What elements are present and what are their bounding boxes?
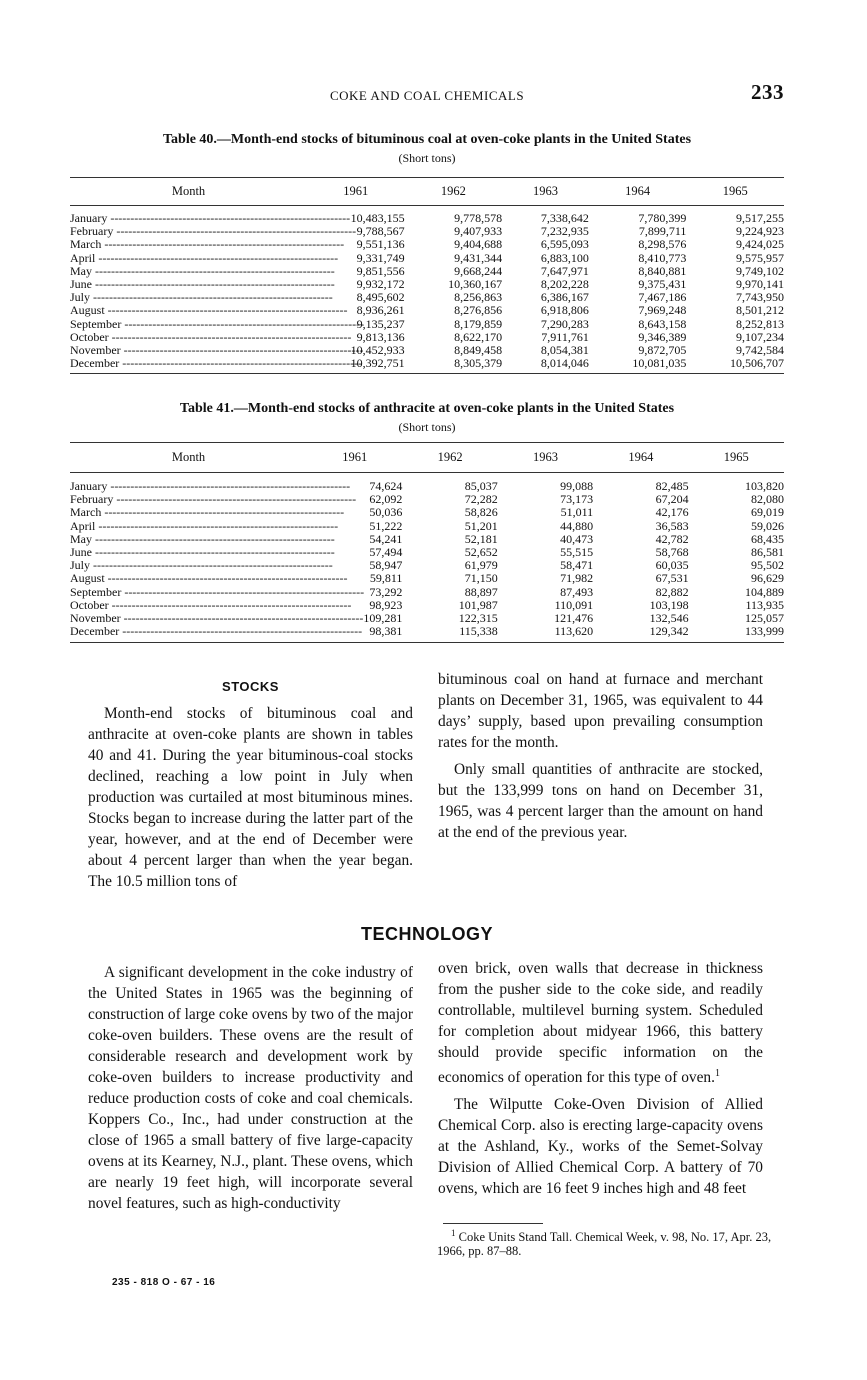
value-cell: 8,179,859 <box>454 316 503 331</box>
value-cell: 9,668,244 <box>454 263 503 278</box>
month-cell: January ------------------------------------------------------------ <box>70 479 351 493</box>
table-row <box>70 506 784 519</box>
table-row <box>70 304 784 317</box>
value-cell: 9,575,957 <box>736 250 784 265</box>
stocks-right-column <box>438 669 763 843</box>
value-cell: 10,081,035 <box>632 356 687 371</box>
value-cell: 67,204 <box>655 492 689 507</box>
value-cell: 8,202,228 <box>540 277 589 292</box>
page-number: 233 <box>751 80 784 104</box>
table-row <box>70 238 784 251</box>
table-row <box>70 357 784 374</box>
value-cell: 95,502 <box>751 558 784 573</box>
value-cell: 9,778,578 <box>454 211 503 225</box>
month-cell: July ------------------------------------------------------------ <box>70 558 333 573</box>
value-cell: 98,923 <box>369 597 403 612</box>
table-40-title: Table 40.—Month-end stocks of bituminous coal at oven-coke plants in the United States <box>162 132 692 147</box>
value-cell: 7,338,642 <box>540 211 589 225</box>
value-cell: 109,281 <box>363 611 403 626</box>
stocks-left-column <box>88 674 413 892</box>
value-cell: 113,620 <box>554 624 594 639</box>
value-cell: 9,431,344 <box>454 250 503 265</box>
value-cell: 8,256,863 <box>454 290 503 305</box>
column-header: 1964 <box>589 178 687 206</box>
column-header: 1962 <box>402 443 497 473</box>
value-cell: 82,080 <box>751 492 784 507</box>
value-cell: 10,452,933 <box>350 343 405 358</box>
value-cell: 10,392,751 <box>350 356 405 371</box>
table-row <box>70 206 784 226</box>
table-40-grid <box>70 177 784 374</box>
value-cell: 98,381 <box>369 624 403 639</box>
month-cell: November ------------------------------------------------------------ <box>70 611 364 626</box>
value-cell: 71,150 <box>464 571 498 586</box>
value-cell: 82,485 <box>655 479 689 493</box>
value-cell: 9,970,141 <box>736 277 784 292</box>
value-cell: 9,424,025 <box>736 237 784 252</box>
value-cell: 9,872,705 <box>638 343 687 358</box>
column-header: 1965 <box>689 443 784 473</box>
value-cell: 58,947 <box>369 558 403 573</box>
value-cell: 58,471 <box>560 558 594 573</box>
value-cell: 9,407,933 <box>454 224 503 239</box>
month-cell: July ------------------------------------------------------------ <box>70 290 333 305</box>
value-cell: 40,473 <box>560 531 594 546</box>
technology-paragraph-2: The Wilputte Coke-Oven Division of Allied Chemical Corp. also is erecting large-capacity ovens at the Ashland, Ky., works of the Semet-Solvay Division of Allied Chemical Corp. A battery of 70 ovens, which are 16 feet 9 inches high and 48 feet <box>438 1096 763 1198</box>
month-cell: December ------------------------------------------------------------ <box>70 356 363 371</box>
value-cell: 129,342 <box>649 624 689 639</box>
value-cell: 72,282 <box>464 492 498 507</box>
value-cell: 115,338 <box>459 624 498 639</box>
column-header: 1961 <box>307 443 402 473</box>
value-cell: 73,173 <box>560 492 594 507</box>
value-cell: 51,222 <box>369 518 403 533</box>
value-cell: 36,583 <box>655 518 689 533</box>
value-cell: 82,882 <box>655 584 689 599</box>
value-cell: 9,851,556 <box>356 263 405 278</box>
value-cell: 8,622,170 <box>454 329 503 344</box>
value-cell: 9,742,584 <box>736 343 784 358</box>
stocks-paragraph-1-continued: bituminous coal on hand at furnace and merchant plants on December 31, 1965, was equivalent to 44 days’ supply, based upon prevailing consumption rates for the month. <box>438 671 763 751</box>
value-cell: 73,292 <box>369 584 403 599</box>
month-cell: March ------------------------------------------------------------ <box>70 505 345 520</box>
value-cell: 6,918,806 <box>540 303 589 318</box>
footnote-mark: 1 <box>451 1228 456 1238</box>
table-row <box>70 625 784 643</box>
value-cell: 8,252,813 <box>736 316 784 331</box>
stocks-paragraph-1: Month-end stocks of bituminous coal and anthracite at oven-coke plants are shown in tables 40 and 41. During the year bituminous-coal stocks declined, reaching a low point in July when production was curtailed at most bituminous mines. Stocks began to increase during the latter part of the year, however, and at the end of December were about 4 percent larger than when the year began. The 10.5 million tons of <box>88 705 413 890</box>
column-header: 1962 <box>405 178 503 206</box>
table-40-unit: (Short tons) <box>398 151 456 165</box>
value-cell: 86,581 <box>751 545 784 560</box>
value-cell: 59,811 <box>369 571 403 586</box>
value-cell: 96,629 <box>751 571 784 586</box>
value-cell: 8,014,046 <box>540 356 589 371</box>
value-cell: 8,495,602 <box>356 290 405 305</box>
value-cell: 10,483,155 <box>350 211 405 225</box>
column-header: 1964 <box>593 443 688 473</box>
value-cell: 8,840,881 <box>638 263 687 278</box>
table-row <box>70 586 784 599</box>
value-cell: 8,054,381 <box>540 343 589 358</box>
value-cell: 59,026 <box>751 518 784 533</box>
value-cell: 9,517,255 <box>736 211 784 225</box>
value-cell: 121,476 <box>554 611 594 626</box>
month-cell: September ------------------------------------------------------------ <box>70 316 365 331</box>
table-41 <box>70 401 784 643</box>
table-40-header-row <box>70 178 784 206</box>
month-cell: February ------------------------------------------------------------ <box>70 492 357 507</box>
value-cell: 133,999 <box>745 624 784 639</box>
value-cell: 7,911,761 <box>541 329 589 344</box>
table-row <box>70 572 784 585</box>
month-cell: May ------------------------------------------------------------ <box>70 263 335 278</box>
value-cell: 9,375,431 <box>638 277 687 292</box>
running-header <box>70 80 784 106</box>
table-row <box>70 252 784 265</box>
month-cell: October ------------------------------------------------------------ <box>70 597 352 612</box>
value-cell: 87,493 <box>560 584 594 599</box>
value-cell: 104,889 <box>745 584 784 599</box>
value-cell: 10,506,707 <box>730 356 784 371</box>
value-cell: 68,435 <box>751 531 784 546</box>
value-cell: 52,181 <box>464 531 498 546</box>
value-cell: 8,410,773 <box>638 250 687 265</box>
value-cell: 8,276,856 <box>454 303 503 318</box>
value-cell: 67,531 <box>655 571 689 586</box>
value-cell: 60,035 <box>655 558 689 573</box>
month-cell: April ------------------------------------------------------------ <box>70 518 339 533</box>
footnote <box>437 1226 787 1258</box>
column-header: Month <box>70 178 307 206</box>
value-cell: 99,088 <box>560 479 594 493</box>
value-cell: 51,011 <box>560 505 594 520</box>
value-cell: 103,198 <box>649 597 689 612</box>
value-cell: 88,897 <box>464 584 498 599</box>
month-cell: June ------------------------------------------------------------ <box>70 277 335 292</box>
month-cell: December ------------------------------------------------------------ <box>70 624 363 639</box>
value-cell: 50,036 <box>369 505 403 520</box>
column-header: 1963 <box>498 443 593 473</box>
running-title: COKE AND COAL CHEMICALS <box>329 88 525 103</box>
value-cell: 8,501,212 <box>736 303 784 318</box>
value-cell: 71,982 <box>560 571 594 586</box>
table-row <box>70 520 784 533</box>
value-cell: 74,624 <box>369 479 403 493</box>
value-cell: 7,647,971 <box>540 263 589 278</box>
technology-paragraph-1: A significant development in the coke industry of the United States in 1965 was the beginning of construction of large coke ovens by two of the major coke-oven builders. These ovens are the result of considerable research and development work by coke-oven builders to increase productivity and reduce production costs of coke and coal chemicals. Koppers Co., Inc., had under construction at the close of 1965 a small battery of five large-capacity ovens at its Kearney, N.J., plant. These ovens, which are nearly 19 feet high, will incorporate several novel features, such as high-conductivity <box>88 964 413 1212</box>
value-cell: 57,494 <box>369 545 403 560</box>
value-cell: 42,782 <box>655 531 689 546</box>
column-header: 1963 <box>502 178 589 206</box>
table-40 <box>70 132 784 374</box>
value-cell: 6,386,167 <box>540 290 589 305</box>
month-cell: October ------------------------------------------------------------ <box>70 329 352 344</box>
value-cell: 9,135,237 <box>356 316 405 331</box>
value-cell: 10,360,167 <box>448 277 503 292</box>
value-cell: 110,091 <box>554 597 594 612</box>
table-41-grid <box>70 442 784 643</box>
month-cell: February ------------------------------------------------------------ <box>70 224 357 239</box>
value-cell: 69,019 <box>751 505 784 520</box>
value-cell: 103,820 <box>745 479 784 493</box>
value-cell: 9,346,389 <box>638 329 687 344</box>
value-cell: 7,232,935 <box>540 224 589 239</box>
value-cell: 8,298,576 <box>638 237 687 252</box>
month-cell: August ------------------------------------------------------------ <box>70 571 348 586</box>
value-cell: 8,936,261 <box>356 303 405 318</box>
value-cell: 9,404,688 <box>454 237 503 252</box>
month-cell: June ------------------------------------------------------------ <box>70 545 335 560</box>
footnote-reference: 1 <box>714 1068 720 1079</box>
month-cell: May ------------------------------------------------------------ <box>70 531 335 546</box>
value-cell: 7,467,186 <box>638 290 687 305</box>
table-41-unit: (Short tons) <box>398 420 456 434</box>
value-cell: 55,515 <box>560 545 594 560</box>
table-41-body <box>70 473 784 643</box>
stocks-heading: STOCKS <box>222 679 279 694</box>
value-cell: 113,935 <box>745 597 784 612</box>
value-cell: 9,551,136 <box>356 237 405 252</box>
month-cell: March ------------------------------------------------------------ <box>70 237 345 252</box>
value-cell: 9,331,749 <box>356 250 405 265</box>
month-cell: April ------------------------------------------------------------ <box>70 250 339 265</box>
value-cell: 7,899,711 <box>638 224 687 239</box>
value-cell: 132,546 <box>649 611 689 626</box>
value-cell: 6,595,093 <box>540 237 589 252</box>
value-cell: 9,813,136 <box>356 329 405 344</box>
table-row <box>70 473 784 494</box>
technology-paragraph-1-continued: oven brick, oven walls that decrease in thickness from the pusher side to the coke side, and readily controllable, multilevel burning system. Scheduled for completion about midyear 1966, this battery should provide specific information on the economics of operation for this type of oven.$^1$ <box>438 960 763 1087</box>
value-cell: 58,826 <box>464 505 498 520</box>
value-cell: 42,176 <box>655 505 689 520</box>
value-cell: 85,037 <box>464 479 498 493</box>
column-header: 1965 <box>686 178 784 206</box>
table-row <box>70 318 784 331</box>
value-cell: 8,305,379 <box>454 356 503 371</box>
month-cell: November ------------------------------------------------------------ <box>70 343 364 358</box>
table-40-body <box>70 206 784 374</box>
print-code: 235 - 818 O - 67 - 16 <box>112 1277 216 1288</box>
value-cell: 51,201 <box>464 518 498 533</box>
value-cell: 7,969,248 <box>638 303 687 318</box>
value-cell: 7,780,399 <box>638 211 687 225</box>
month-cell: January ------------------------------------------------------------ <box>70 211 351 225</box>
value-cell: 125,057 <box>745 611 784 626</box>
technology-heading: TECHNOLOGY <box>360 924 493 944</box>
value-cell: 9,788,567 <box>356 224 405 239</box>
value-cell: 52,652 <box>464 545 498 560</box>
month-cell: September ------------------------------------------------------------ <box>70 584 365 599</box>
value-cell: 6,883,100 <box>540 250 589 265</box>
value-cell: 61,979 <box>464 558 498 573</box>
technology-right-column <box>438 958 763 1199</box>
value-cell: 9,107,234 <box>736 329 784 344</box>
stocks-paragraph-2: Only small quantities of anthracite are stocked, but the 133,999 tons on hand on December 31, 1965, was 4 percent larger than the amount on hand at the end of the previous year. <box>438 761 763 841</box>
table-41-header-row <box>70 443 784 473</box>
value-cell: 122,315 <box>458 611 498 626</box>
value-cell: 101,987 <box>458 597 498 612</box>
footnote-text: Coke Units Stand Tall. Chemical Week, v. 98, No. 17, Apr. 23, 1966, pp. 87–88. <box>437 1230 772 1259</box>
footnote-rule <box>443 1223 543 1224</box>
value-cell: 7,743,950 <box>736 290 784 305</box>
technology-left-column <box>88 962 413 1214</box>
value-cell: 44,880 <box>560 518 594 533</box>
value-cell: 9,749,102 <box>736 263 784 278</box>
value-cell: 7,290,283 <box>540 316 589 331</box>
table-41-title: Table 41.—Month-end stocks of anthracite at oven-coke plants in the United States <box>179 401 675 416</box>
value-cell: 58,768 <box>655 545 689 560</box>
value-cell: 9,224,923 <box>736 224 784 239</box>
value-cell: 54,241 <box>369 531 403 546</box>
value-cell: 9,932,172 <box>356 277 405 292</box>
column-header: Month <box>70 443 307 473</box>
month-cell: August ------------------------------------------------------------ <box>70 303 348 318</box>
value-cell: 8,643,158 <box>638 316 687 331</box>
column-header: 1961 <box>307 178 405 206</box>
value-cell: 62,092 <box>369 492 403 507</box>
value-cell: 8,849,458 <box>454 343 503 358</box>
